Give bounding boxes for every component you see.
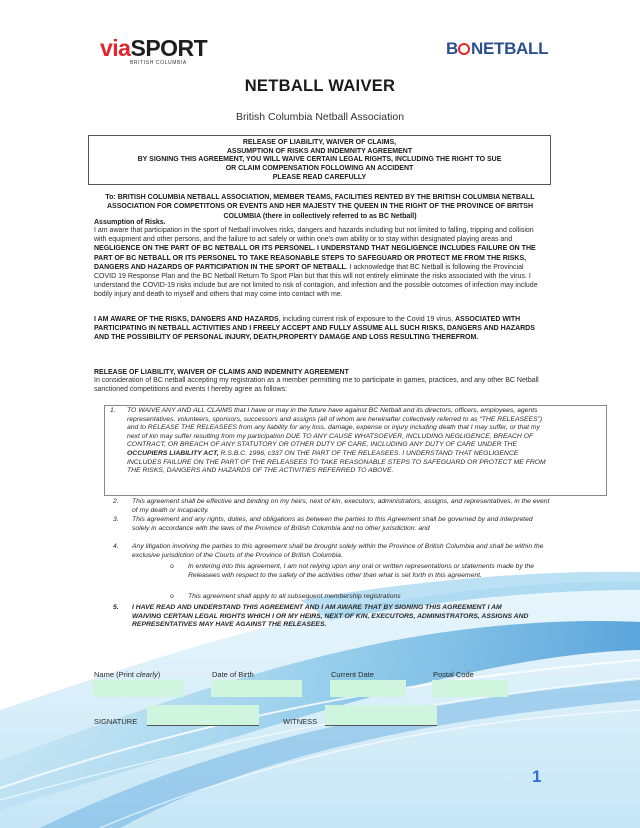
postal-code-label: Postal Code	[433, 670, 474, 679]
assumption-of-risks-section	[94, 219, 544, 300]
assumption-heading: Assumption of Risks.	[94, 219, 166, 226]
viasport-logo	[100, 35, 208, 68]
witness-underline	[325, 725, 437, 726]
assumption-paragraph: I am aware that participation in the sport of Netball involves risks, dangers and hazards including but not limited to falling, tripping and collision with equipment and other persons, and the failure to act safely or within one's own ability or to stay within designated playing areas and NEGLIGENCE ON THE PART OF BC NETBALL OR ITS PERSONEL. I UNDERSTAND THAT NEGLIGENCE INCLUDES FAILURE ON THE PART OF BC NETBALL OR ITS PERSONEL TO TAKE REASONABLE STEPS TO SAFEGUARD OR PROTECT ME FROM THE RISKS, DANGERS AND HAZARDS OF PARTICIPATION IN THE SPORT OF NETBALL. I acknowledge that BC Netball is following the Provincial COVID 19 Response Plan and the BC Netball Return To Sport Plan but that this will not entirely eliminate the risks associated with the virus. I understand the COVID-19 risks include but are not limited to risk of contagion, and infection and the possible outcomes of infection may include bodily injury and death to myself and others that may come into contact with me.	[94, 227, 538, 299]
signature-underline	[147, 725, 259, 726]
liability-heading: RELEASE OF LIABILITY, WAIVER OF CLAIMS AND INDEMNITY AGREEMENT	[94, 369, 349, 376]
liability-intro: In consideration of BC netball accepting my registration as a member permitting me to participate in games, practices, and any other BC Netball sanctioned competitions and events I hereby agree as follows:	[94, 377, 539, 394]
release-line-1: RELEASE OF LIABILITY, WAIVER OF CLAIMS,	[242, 139, 397, 146]
awareness-paragraph: I AM AWARE OF THE RISKS, DANGERS AND HAZARDS, including current risk of exposure to the Covid 19 virus, ASSOCIATED WITH PARTICIPATING IN NETBALL ACTIVITIES AND I FREELY ACCEPT AND FULLY ASSUME ALL SUCH RISKS, DANGERS AND HAZARDS AND THE POSSIBILITY OF PERSONAL INJURY, DEATH,PROPERTY DAMAGE AND LOSS RESULTING THEREFROM.	[94, 316, 535, 342]
netball-ball-icon	[458, 43, 470, 55]
waiver-page: viaSPORT BRITISH COLUMBIA B NETBALL NETBALL WAIVER British Columbia Netball Association RELEASE OF LIABILITY, WAIVER OF CLAIMS, ASSUMPTION OF RISKS AND INDEMNITY AGREEMENT BY SIGNING THIS AGREEMENT, YOU WILL WAIVE CERTAIN LEGAL RIGHTS, INCLUDING THE RIGHT TO SUE OR CLAIM COMPENSATION FOLLOWING AN ACCIDENT PLEASE READ CAREFULLY To: BRITISH COLUMBIA NETBALL ASSOCIATION, MEMBER TEAMS, FACILITIES RENTED BY THE BRITISH COLUMBIA NETBALL ASSOCIATION FOR COMPETITONS OR EVENTS AND HER MAJESTY THE QUEEN IN THE RIGHT OF THE PROVINCE OF BRITSH COLUMBIA (there in collectively referred to as BC Netball) Assumption of Risks. I am aware that participation in the sport of Netball involves risks, dangers and hazards including but not limited to falling, tripping and collision with equipment and other persons, and the failure to act safely or within one's own ability or to stay within designated playing areas and NEGLIGENCE ON THE PART OF BC NETBALL OR ITS PERSONEL. I UNDERSTAND THAT NEGLIGENCE INCLUDES FAILURE ON THE PART OF BC NETBALL OR ITS PERSONEL TO TAKE REASONABLE STEPS TO SAFEGUARD OR PROTECT ME FROM THE RISKS, DANGERS AND HAZARDS OF PARTICIPATION IN THE SPORT OF NETBALL. I acknowledge that BC Netball is following the Provincial COVID 19 Response Plan and the BC Netball Return To Sport Plan but that this will not entirely eliminate the risks associated with the virus. I understand the COVID-19 risks include but are not limited to risk of contagion, and infection and the possible outcomes of infection may include bodily injury and death to myself and others that may come into contact with me. I AM AWARE OF THE RISKS, DANGERS AND HAZARDS, including current risk of exposure to the Covid 19 virus, ASSOCIATED WITH PARTICIPATING IN NETBALL ACTIVITIES AND I FREELY ACCEPT AND FULLY ASSUME ALL SUCH RISKS, DANGERS AND HAZARDS AND THE POSSIBILITY OF PERSONAL INJURY, DEATH,PROPERTY DAMAGE AND LOSS RESULTING THEREFROM. RELEASE OF LIABILITY, WAIVER OF CLAIMS AND INDEMNITY AGREEMENT In consideration of BC netball accepting my registration as a member permitting me to participate in games, practices, and any other BC Netball sanctioned competitions and events I hereby agree as follows: 1. TO WAIVE ANY AND ALL CLAIMS that I have or may in the future have against BC Netball and its directors, officers, employees, agents representatives, volunteers, sponsors, successors and assigns (all of whom are hereinafter collectively referred to as “THE RELEASEES”) and to RELEASE THE RELEASEES from any liability for any loss, damage, expense or injury including death that I may suffer, or that my next of kin may suffer resulting from my participation DUE TO ANY CAUSE WHATSOEVER, INCLUDING NEGLIGENCE, BREACH OF CONTRACT, OR BREACH OF ANY STATUTORY OR OTHER DUTY OF CARE, INCLUDING ANY DUTY OF CARE UNDER THE OCCUPIERS LIABILITY ACT, R.S.B.C. 1996, c337 ON THE PART OF THE RELEASEES. I UNDERSTAND THAT NEGLIGENCE INCLUDES FAILURE ON THE PART OF THE RELEASEES TO TAKE REASONABLE STEPS TO SAFEGUARD OR PROTECT ME FROM THE RISKS, DANGERS AND HAZARDS OF THE ACTIVITIES REFERRED TO ABOVE. 2. This agreement shall be effective and binding on my heirs, next of kin, executors, administrators, assigns, and representatives, in the event of my death or incapacity. 3. This agreement and any rights, duties, and obligations as between the parties to this Agreement shall be governed by and interpreted solely in accordance with the laws of the Province of British Columbia and no other jurisdiction: and 4. Any litigation involving the parties to this agreement shall be brought solely within the Province of British Columbia and shall be within the exclusive jurisdiction of the Courts of the Province of British Columbia. o In entering into this agreement, I am not relying upon any oral or written representations or statements made by the Releasees with respect to the safety of the activities other than what is set forth in this agreement. o This agreement shall apply to all subsequent membership registrations 5. I HAVE READ AND UNDERSTAND THIS AGREEMENT AND I AM AWARE THAT BY SIGNING THIS AGREEMENT I AM WAIVING CERTAIN LEGAL RIGHTS WHICH I OR MY HEIRS, NEXT OF KIN, EXECUTORS, ADMINISTRATORS, ASSIGNS AND REPRESENTATIVES MAY HAVE AGAINST THE RELEASEES. Name (Print clearly) Date of Birth Current Date Postal Code SIGNATURE WITNESS 1	[0, 0, 640, 828]
name-field[interactable]	[93, 680, 184, 697]
viasport-wordmark: viaSPORT	[100, 35, 208, 61]
postal-code-field[interactable]	[432, 680, 508, 697]
page-subtitle: British Columbia Netball Association	[235, 111, 405, 123]
release-of-liability-section	[94, 369, 544, 394]
release-line-4: OR CLAIM COMPENSATION FOLLOWING AN ACCIDENT	[225, 165, 414, 173]
witness-label: WITNESS	[283, 717, 318, 726]
addressee-paragraph: To: BRITISH COLUMBIA NETBALL ASSOCIATION, MEMBER TEAMS, FACILITIES RENTED BY THE BRITISH COLUMBIA NETBALL ASSOCIATION FOR COMPETITONS OR EVENTS AND HER MAJESTY THE QUEEN IN THE RIGHT OF THE PROVINCE OF BRITSH COLUMBIA (there in collectively referred to as BC Netball)	[105, 194, 535, 220]
release-line-5: PLEASE READ CAREFULLY	[272, 173, 367, 181]
signature-label: SIGNATURE	[94, 717, 138, 726]
bullet-icon: o	[170, 593, 174, 600]
witness-field[interactable]	[325, 705, 437, 725]
signature-field[interactable]	[147, 705, 259, 725]
dob-label: Date of Birth	[212, 670, 254, 679]
name-label: Name (Print clearly)	[94, 670, 161, 679]
page-title: NETBALL WAIVER	[244, 77, 396, 95]
release-line-3: BY SIGNING THIS AGREEMENT, YOU WILL WAIVE CERTAIN LEGAL RIGHTS, INCLUDING THE RIGHT TO SUE	[137, 156, 502, 164]
bullet-icon: o	[170, 563, 174, 570]
current-date-label: Current Date	[331, 670, 374, 679]
page-number: 1	[532, 767, 542, 786]
bc-netball-logo: B NETBALL	[446, 39, 549, 58]
viasport-subtitle: BRITISH COLUMBIA	[130, 60, 187, 66]
release-notice-box	[88, 135, 551, 185]
current-date-field[interactable]	[330, 680, 406, 697]
date-of-birth-field[interactable]	[211, 680, 302, 697]
release-line-2: ASSUMPTION OF RISKS AND INDEMNITY AGREEMENT	[226, 147, 413, 155]
